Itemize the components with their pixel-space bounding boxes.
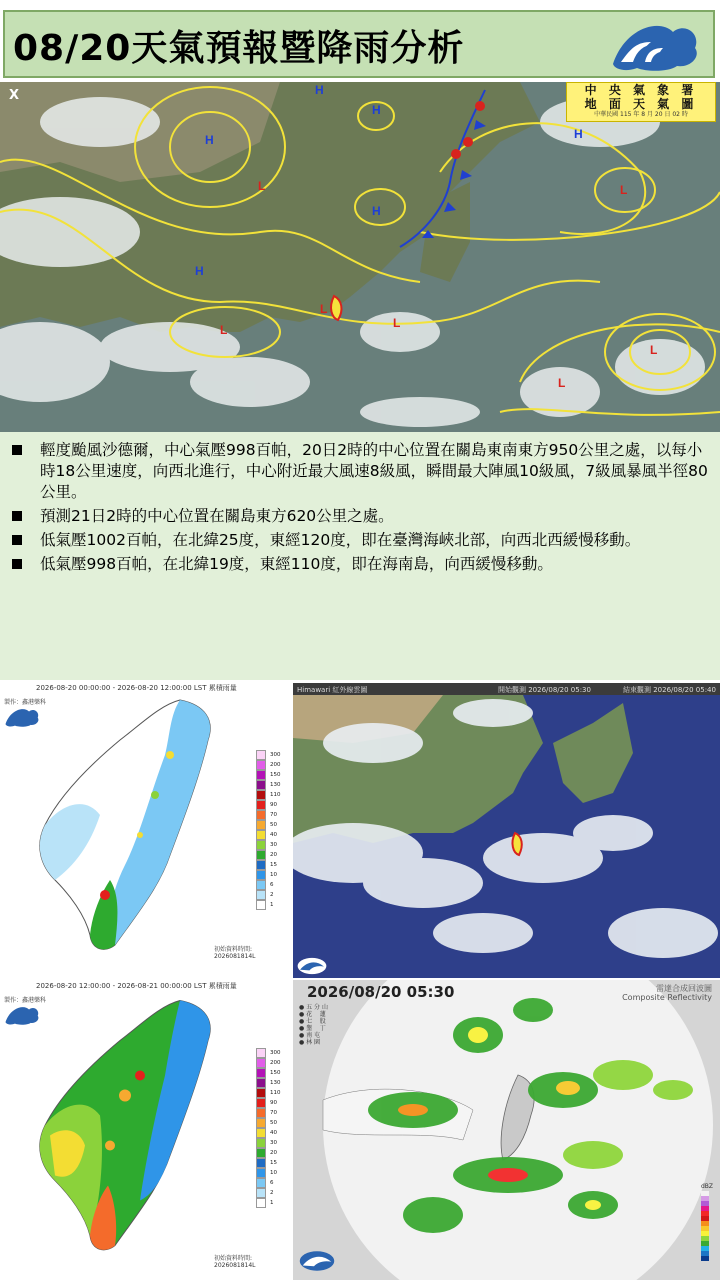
- radar-title-en: Composite Reflectivity: [622, 993, 712, 1002]
- issue-time: 2026081814L: [214, 1262, 256, 1269]
- radar-title-zh: 雷達合成回波圖: [656, 984, 712, 993]
- rain-scale-swatch: [256, 1108, 266, 1118]
- rain-scale-label: 70: [270, 1110, 277, 1116]
- svg-text:H: H: [205, 133, 214, 147]
- rain-scale-swatch: [256, 900, 266, 910]
- svg-text:H: H: [372, 103, 381, 117]
- rain-scale-swatch: [256, 1148, 266, 1158]
- svg-text:L: L: [650, 343, 658, 357]
- taiwan-rainfall-shape: [30, 695, 230, 955]
- rain-scale-swatch: [256, 1088, 266, 1098]
- stamp-date: 中華民國 115 年 8 月 20 日 02 時: [594, 111, 688, 118]
- rain-scale-swatch: [256, 820, 266, 830]
- issue-label: 初始資料時間:: [214, 946, 253, 953]
- bullet-low-taiwan-strait: 低氣壓1002百帕，在北緯25度，東經120度，即在臺灣海峽北部，向西北西緩慢移動。: [10, 530, 715, 551]
- svg-text:L: L: [393, 316, 401, 330]
- maker-label: 製作：鑫港樂科: [4, 997, 47, 1004]
- cwa-wave-logo-icon: [607, 18, 703, 74]
- rain-scale-label: 130: [270, 782, 281, 788]
- rain-scale-label: 300: [270, 1050, 281, 1056]
- rain-scale-label: 1: [270, 1200, 274, 1206]
- rain-scale-label: 6: [270, 1180, 274, 1186]
- rain-scale-label: 300: [270, 752, 281, 758]
- satellite-header-bar: [293, 683, 720, 695]
- dbz-scale-swatch: [701, 1256, 709, 1261]
- radar-station-item: ● 墾 丁: [299, 1025, 326, 1032]
- rain-scale-swatch: [256, 1058, 266, 1068]
- issue-label: 初始資料時間:: [214, 1255, 253, 1262]
- radar-timestamp: 2026/08/20 05:30: [307, 983, 455, 1001]
- square-bullet-icon: [12, 445, 22, 455]
- maker-label: 製作：鑫港樂科: [4, 699, 47, 706]
- rain-scale-label: 90: [270, 1100, 277, 1106]
- rain-scale-label: 2: [270, 892, 274, 898]
- rain-scale-label: 200: [270, 1060, 281, 1066]
- satellite-infrared-image: [293, 683, 720, 978]
- rain-scale-swatch: [256, 870, 266, 880]
- dbz-label: dBZ: [701, 1183, 714, 1190]
- bullet-forecast: 預測21日2時的中心位置在關島東方620公里之處。: [10, 506, 715, 527]
- satellite-end: 結束觀測 2026/08/20 05:40: [623, 686, 716, 694]
- rain-scale-swatch: [256, 1118, 266, 1128]
- rain-scale-label: 40: [270, 832, 277, 838]
- rain-scale-label: 15: [270, 1160, 277, 1166]
- rain-scale-swatch: [256, 770, 266, 780]
- square-bullet-icon: [12, 535, 22, 545]
- rain-scale-label: 6: [270, 882, 274, 888]
- rainfall-map-first-half: [0, 680, 290, 975]
- rain-scale-label: 150: [270, 772, 281, 778]
- rain-scale-label: 2: [270, 1190, 274, 1196]
- rain-scale-label: 50: [270, 1120, 277, 1126]
- analysis-panel: [0, 432, 720, 680]
- square-bullet-icon: [12, 559, 22, 569]
- rain-scale-label: 40: [270, 1130, 277, 1136]
- rain-scale-label: 30: [270, 842, 277, 848]
- dbz-color-scale: [701, 1191, 709, 1261]
- rain-scale-label: 1: [270, 902, 274, 908]
- svg-text:L: L: [620, 183, 628, 197]
- rain-scale-label: 10: [270, 1170, 277, 1176]
- satellite-product: Himawari 紅外線雲圖: [297, 686, 368, 694]
- title-banner: [3, 10, 715, 78]
- close-icon[interactable]: X: [9, 88, 20, 103]
- rain-scale-swatch: [256, 1078, 266, 1088]
- rain-scale-label: 20: [270, 852, 277, 858]
- rain-scale-swatch: [256, 1178, 266, 1188]
- rain-scale-swatch: [256, 850, 266, 860]
- rain-scale-swatch: [256, 800, 266, 810]
- rain-scale-swatch: [256, 810, 266, 820]
- rainfall-map-second-half: [0, 978, 290, 1280]
- cwa-wave-logo-icon: [297, 957, 327, 975]
- radar-graphic: [293, 980, 720, 1280]
- rain-scale-label: 200: [270, 762, 281, 768]
- radar-station-item: ● 林 園: [299, 1039, 321, 1046]
- rain-scale-label: 20: [270, 1150, 277, 1156]
- rain-scale-label: 90: [270, 802, 277, 808]
- rain-scale-label: 150: [270, 1070, 281, 1076]
- svg-text:L: L: [558, 376, 566, 390]
- surface-weather-map: [0, 82, 720, 432]
- rain-scale-label: 110: [270, 1090, 281, 1096]
- rain-scale-label: 10: [270, 872, 277, 878]
- rain-scale-swatch: [256, 860, 266, 870]
- radar-station-legend: [299, 1004, 328, 1046]
- rain-period-label: 2026-08-20 00:00:00 - 2026-08-20 12:00:00 LST 累積雨量: [36, 684, 237, 692]
- page-title: 08/20天氣預報暨降雨分析: [13, 28, 465, 69]
- svg-text:H: H: [195, 264, 204, 278]
- rain-scale-swatch: [256, 1198, 266, 1208]
- satellite-start: 開始觀測 2026/08/20 05:30: [498, 686, 591, 694]
- rain-scale-swatch: [256, 760, 266, 770]
- rain-scale-swatch: [256, 1188, 266, 1198]
- rain-scale-swatch: [256, 790, 266, 800]
- svg-text:L: L: [320, 302, 328, 316]
- rain-scale-label: 30: [270, 1140, 277, 1146]
- rain-scale-swatch: [256, 1068, 266, 1078]
- issue-time: 2026081814L: [214, 953, 256, 960]
- rain-color-scale: [256, 750, 266, 910]
- radar-station-item: ● 七 股: [299, 1018, 326, 1025]
- svg-text:L: L: [220, 323, 228, 337]
- cwa-wave-logo-icon: [299, 1250, 335, 1272]
- rain-scale-label: 50: [270, 822, 277, 828]
- rain-scale-swatch: [256, 780, 266, 790]
- rain-period-label: 2026-08-20 12:00:00 - 2026-08-21 00:00:00 LST 累積雨量: [36, 982, 237, 990]
- rain-scale-label: 110: [270, 792, 281, 798]
- rain-scale-swatch: [256, 840, 266, 850]
- rain-scale-swatch: [256, 750, 266, 760]
- rain-scale-swatch: [256, 1048, 266, 1058]
- radar-station-item: ● 南 屯: [299, 1032, 321, 1039]
- bullet-low-hainan: 低氣壓998百帕，在北緯19度，東經110度，即在海南島，向西緩慢移動。: [10, 554, 715, 575]
- rain-scale-label: 70: [270, 812, 277, 818]
- rain-scale-swatch: [256, 1128, 266, 1138]
- stamp-map-type: 地 面 天 氣 圖: [584, 97, 698, 111]
- rain-color-scale: [256, 1048, 266, 1208]
- rain-scale-swatch: [256, 1168, 266, 1178]
- rain-scale-swatch: [256, 830, 266, 840]
- radar-station-item: ● 花 蓮: [299, 1011, 326, 1018]
- svg-text:H: H: [574, 127, 583, 141]
- rain-scale-swatch: [256, 890, 266, 900]
- header: [0, 0, 720, 80]
- stamp-agency: 中 央 氣 象 署: [584, 83, 698, 97]
- cwa-map-stamp: [566, 82, 716, 122]
- rain-scale-swatch: [256, 1098, 266, 1108]
- svg-text:L: L: [258, 179, 266, 193]
- rain-scale-swatch: [256, 1138, 266, 1148]
- satellite-graphic: [293, 683, 720, 978]
- rain-scale-labels: [270, 1048, 281, 1208]
- square-bullet-icon: [12, 511, 22, 521]
- radar-product-title: [622, 984, 712, 1002]
- rain-scale-label: 15: [270, 862, 277, 868]
- surface-map-graphic: [0, 82, 720, 432]
- svg-text:H: H: [372, 204, 381, 218]
- taiwan-rainfall-shape: [30, 993, 230, 1258]
- rain-scale-swatch: [256, 880, 266, 890]
- rain-scale-label: 130: [270, 1080, 281, 1086]
- rain-scale-swatch: [256, 1158, 266, 1168]
- svg-text:H: H: [315, 83, 324, 97]
- rain-scale-labels: [270, 750, 281, 910]
- radar-station-item: ● 五 分 山: [299, 1004, 328, 1011]
- analysis-bullets: [10, 440, 715, 578]
- bullet-typhoon: 輕度颱風沙德爾，中心氣壓998百帕，20日2時的中心位置在關島東南東方950公里之處，以每小時18公里速度，向西北進行，中心附近最大風速8級風，瞬間最大陣風10級風，7級風暴風半徑80公里。: [10, 440, 715, 503]
- radar-composite-image: [293, 980, 720, 1280]
